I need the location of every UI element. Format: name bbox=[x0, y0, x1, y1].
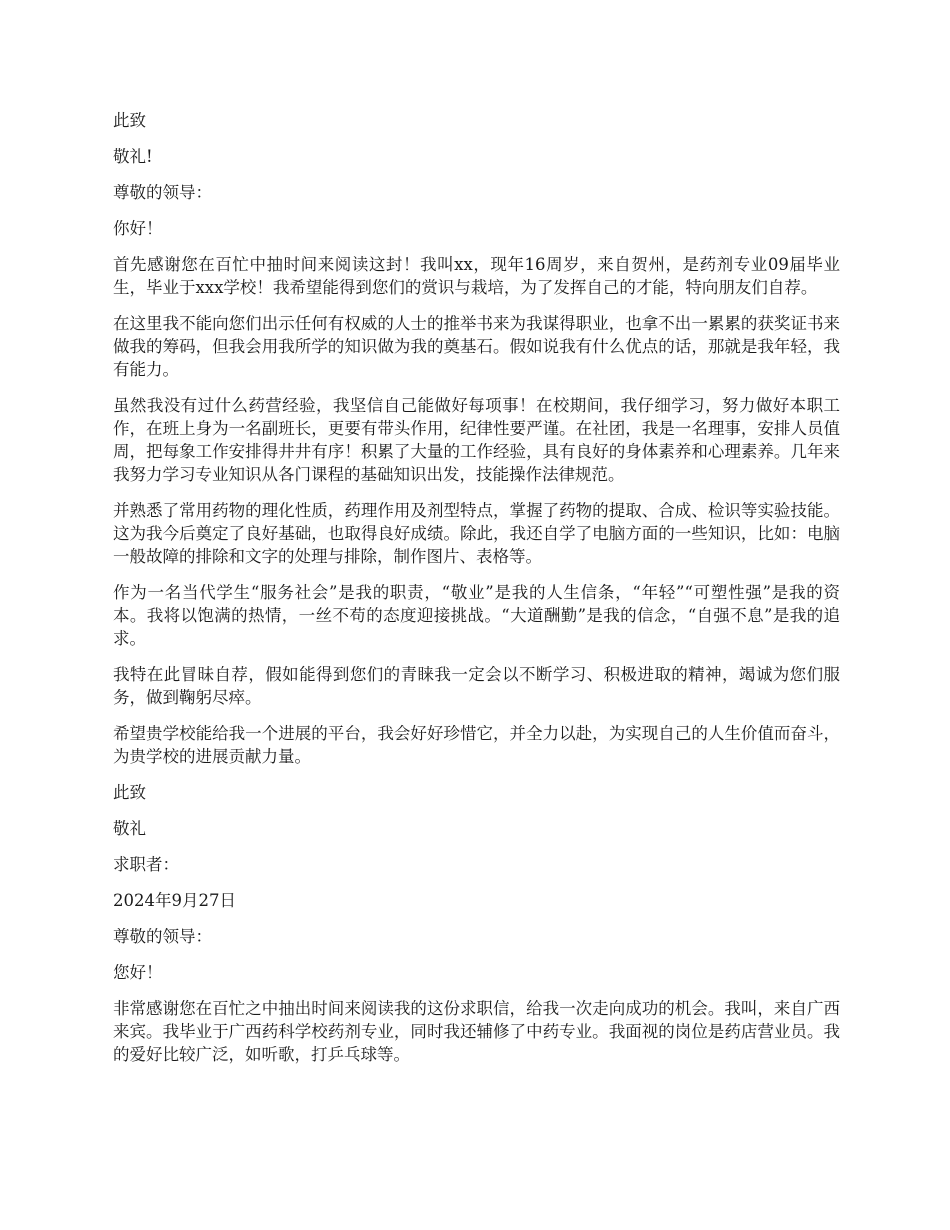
body-paragraph: 作为一名当代学生“服务社会”是我的职责，“敬业”是我的人生信条，“年轻”“可塑性强”是我的资本。我将以饱满的热情，一丝不苟的态度迎接挑战。“大道酬勤”是我的信念，“自强不息”是我的追求。 bbox=[113, 583, 840, 648]
body-paragraph: 首先感谢您在百忙中抽时间来阅读这封！我叫xx，现年16周岁，来自贺州，是药剂专业09届毕业生，毕业于xxx学校！我希望能得到您们的赏识与栽培，为了发挥自己的才能，特向朋友们自荐。 bbox=[113, 255, 840, 297]
greeting-addressee: 尊敬的领导： bbox=[113, 183, 212, 202]
body-paragraph: 在这里我不能向您们出示任何有权威的人士的推举书来为我谋得职业，也拿不出一累累的获奖证书来做我的筹码，但我会用我所学的知识做为我的奠基石。假如说我有什么优点的话，那就是我年轻，我有能力。 bbox=[113, 314, 840, 379]
greeting-hello: 您好！ bbox=[113, 963, 163, 982]
document-page bbox=[113, 109, 840, 1079]
closing-salutation: 此致 bbox=[113, 111, 146, 130]
greeting-addressee: 尊敬的领导： bbox=[113, 927, 212, 946]
body-paragraph: 希望贵学校能给我一个进展的平台，我会好好珍惜它，并全力以赴，为实现自己的人生价值而奋斗，为贵学校的进展贡献力量。 bbox=[113, 724, 840, 766]
body-paragraph: 非常感谢您在百忙之中抽出时间来阅读我的这份求职信，给我一次走向成功的机会。我叫，来自广西来宾。我毕业于广西药科学校药剂专业，同时我还辅修了中药专业。我面视的岗位是药店营业员。我的爱好比较广泛，如听歌，打乒乓球等。 bbox=[113, 999, 840, 1064]
body-paragraph: 并熟悉了常用药物的理化性质，药理作用及剂型特点，掌握了药物的提取、合成、检识等实验技能。这为我今后奠定了良好基础，也取得良好成绩。除此，我还自学了电脑方面的一些知识，比如：电脑一般故障的排除和文字的处理与排除，制作图片、表格等。 bbox=[113, 501, 840, 566]
body-paragraph: 我特在此冒昧自荐，假如能得到您们的青睐我一定会以不断学习、积极进取的精神，竭诚为您们服务，做到鞠躬尽瘁。 bbox=[113, 665, 840, 707]
closing-salutation: 此致 bbox=[113, 783, 146, 802]
closing-regards: 敬礼 bbox=[113, 819, 146, 838]
greeting-hello: 你好！ bbox=[113, 219, 163, 238]
letter-date: 2024年9月27日 bbox=[113, 891, 236, 910]
body-paragraph: 虽然我没有过什么药营经验，我坚信自己能做好每项事！在校期间，我仔细学习，努力做好本职工作，在班上身为一名副班长，更要有带头作用，纪律性要严谨。在社团，我是一名理事，安排人员值周，把每象工作安排得井井有序！积累了大量的工作经验，具有良好的身体素养和心理素养。几年来我努力学习专业知识从各门课程的基础知识出发，技能操作法律规范。 bbox=[113, 396, 840, 484]
closing-regards: 敬礼! bbox=[113, 147, 153, 166]
signature-applicant: 求职者： bbox=[113, 855, 179, 874]
